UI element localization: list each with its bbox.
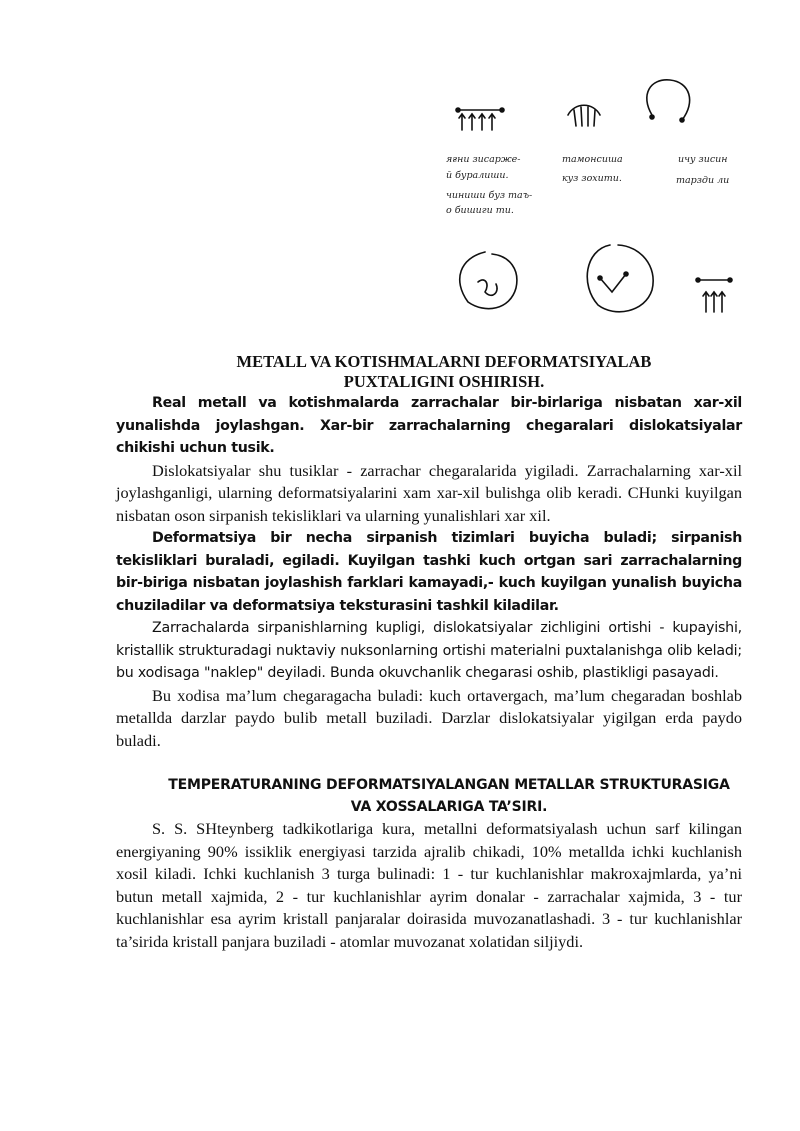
sketch-label: чиниши буз таъ- xyxy=(446,190,533,201)
sketch-label: ичу зисин xyxy=(678,154,728,165)
section-heading-line: VA XOSSALARIGA TA’SIRI. xyxy=(350,799,548,815)
sketch-closed-loop-left xyxy=(460,252,517,309)
section-heading xyxy=(116,352,742,392)
sketch-label: куз зохити. xyxy=(562,173,622,184)
sketch-straight-line-arrows-2 xyxy=(696,278,732,312)
paragraph: Deformatsiya bir necha sirpanish tizimlari buyicha buladi; sirpanish tekisliklari buraladi, egiladi. Kuyilgan tashki kuch ortgan sari zarrachalarning bir-biriga nisbatan joylashish farklari kamayadi,- kuch kuyilgan yunalish buyicha chuziladilar va deformatsiya teksturasini tashkil kiladilar. xyxy=(116,530,742,614)
sketch-label: яғни зисарже- xyxy=(446,154,521,165)
sketch-label: о бишиги ти. xyxy=(446,205,514,216)
sketch-label: тарзди ли xyxy=(676,175,730,186)
section-heading-line: TEMPERATURANING DEFORMATSIYALANGAN METALLAR STRUKTURASIGA xyxy=(168,777,730,793)
sketch-arc-arrows xyxy=(568,105,600,126)
sketch-closed-loop-right xyxy=(587,245,653,312)
sketch-open-loop xyxy=(647,80,690,122)
dislocation-sketch-figure xyxy=(440,70,760,330)
document-body xyxy=(116,352,742,953)
paragraph: Dislokatsiyalar shu tusiklar - zarrachar chegaralarida yigiladi. Zarrachalarning xar-xil joylashganligi, ularning deformatsiyalarini xam xar-xil bulishga olib keradi. CHunki kuyilgan nisbatan oson sirpanish tekisliklari va ularning yunalishlari xar xil. xyxy=(116,460,742,525)
paragraph: Bu xodisa ma’lum chegaragacha buladi: kuch ortavergach, ma’lum chegaradan boshlab metallda darzlar paydo bulib metall buziladi. Darzlar dislokatsiyalar yigilgan erda paydo buladi. xyxy=(116,685,742,750)
sketch-label: тамонсиша xyxy=(562,154,623,165)
paragraph: Zarrachalarda sirpanishlarning kupligi, dislokatsiyalar zichligini ortishi - kupayishi, kristallik strukturadagi nuktaviy nuksonlarning ortishi materialni puxtalanishga olib keladi; bu xodisaga "naklep" deyiladi. Bunda okuvchanlik chegarasi oshib, plastikligi pasayadi. xyxy=(116,620,742,681)
section-heading-line: METALL VA KOTISHMALARNI DEFORMATSIYALAB xyxy=(236,352,652,371)
section-heading-line: PUXTALIGINI OSHIRISH. xyxy=(343,372,545,391)
section-heading xyxy=(116,774,742,818)
paragraph: Real metall va kotishmalarda zarrachalar bir-birlariga nisbatan xar-xil yunalishda joylashgan. Xar-bir zarrachalarning chegaralari dislokatsiyalar chikishi uchun tusik. xyxy=(116,395,742,456)
paragraph: S. S. SHteynberg tadkikotlariga kura, metallni deformatsiyalash uchun sarf kilingan energiyaning 90% issiklik energiyasi tarzida ajralib chikadi, 10% metallda ichki kuchlanish xosil kiladi. Ichki kuchlanish 3 turga bulinadi: 1 - tur kuchlanishlar makroxajmlarda, ya’ni butun metall xajmida, 2 - tur kuchlanishlar ayrim donalar - zarrachalar xajmida, 3 - tur kuchlanishlar esa ayrim kristall panjaralar doirasida muvozanatlashadi. 3 - tur kuchlanishlar ta’sirida kristall panjara buziladi - atomlar muvozanat xolatidan siljiydi. xyxy=(116,819,742,951)
sketch-straight-line-arrows xyxy=(456,108,504,130)
sketch-label: й буралиши. xyxy=(446,170,509,181)
